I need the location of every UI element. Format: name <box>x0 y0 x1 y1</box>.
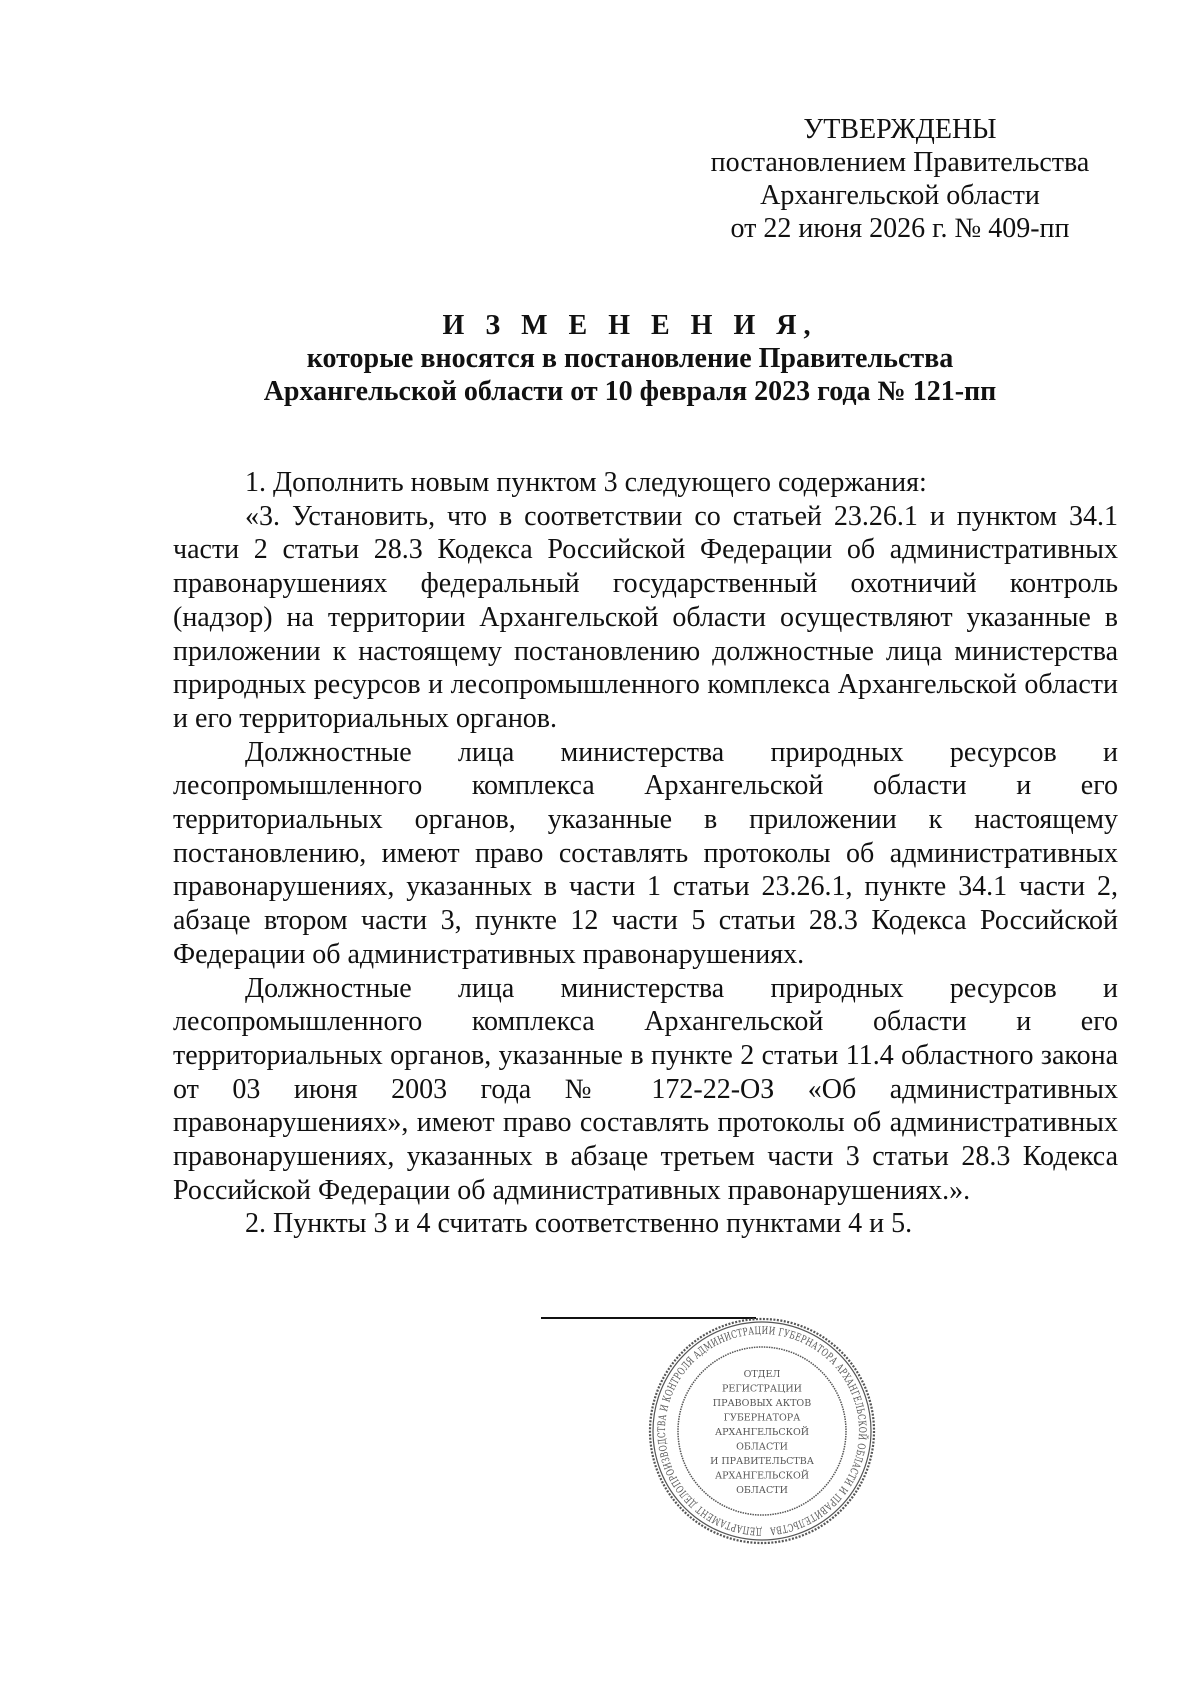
approval-issuer: постановлением Правительства <box>710 147 1090 178</box>
seal-inner-line: ОТДЕЛ <box>743 1369 781 1380</box>
document-subtitle-line2: Архангельской области от 10 февраля 2023 года № 121-пп <box>263 376 997 407</box>
approval-block <box>690 113 1110 245</box>
seal-inner-line: ОБЛАСТИ <box>736 1485 788 1496</box>
official-seal <box>646 1315 878 1547</box>
seal-inner-line: АРХАНГЕЛЬСКОЙ <box>714 1470 810 1482</box>
paragraph-3: Должностные лица министерства природных ресурсов и лесопромышленного комплекса Архангельской области и его территориальных органов, указанные в приложении к настоящему постановлению, имеют право составлять протоколы об административных правонарушениях, указанных в части 1 статьи 23.26.1, пункте 34.1 части 2, абзаце втором части 3, пункте 12 части 5 статьи 28.3 Кодекса Российской Федерации об административных правонарушениях. <box>173 736 1118 970</box>
approval-region: Архангельской области <box>760 180 1040 211</box>
paragraph-5: 2. Пункты 3 и 4 считать соответственно пунктами 4 и 5. <box>245 1208 913 1240</box>
seal-inner-line: РЕГИСТРАЦИИ <box>722 1383 802 1395</box>
document-body <box>173 466 1118 1241</box>
seal-inner-line: АРХАНГЕЛЬСКОЙ <box>714 1427 810 1438</box>
document-title: И З М Е Н Е Н И Я, <box>442 310 818 341</box>
document-heading <box>160 309 1100 408</box>
approval-title: УТВЕРЖДЕНЫ <box>803 114 997 145</box>
paragraph-1: 1. Дополнить новым пунктом 3 следующего содержания: <box>245 467 927 498</box>
paragraph-4: Должностные лица министерства природных ресурсов и лесопромышленного комплекса Архангельской области и его территориальных органов, указанные в пункте 2 статьи 11.4 областного закона от 03 июня 2003 года № 172-22-ОЗ «Об административных правонарушениях», имеют право составлять протоколы об административных правонарушениях, указанных в абзаце третьем части 3 статьи 28.3 Кодекса Российской Федерации об административных правонарушениях.». <box>173 972 1118 1206</box>
seal-inner-line: ГУБЕРНАТОРА <box>723 1412 801 1424</box>
paragraph-2: «3. Установить, что в соответствии со статьей 23.26.1 и пунктом 34.1 части 2 статьи 28.3 Кодекса Российской Федерации об административных правонарушениях федеральный государственный охотничий контроль (надзор) на территории Архангельской области осуществляют указанные в приложении к настоящему постановлению должностные лица министерства природных ресурсов и лесопромышленного комплекса Архангельской области и его территориальных органов. <box>173 500 1118 734</box>
approval-date-number: от 22 июня 2026 г. № 409-пп <box>730 213 1070 244</box>
document-subtitle-line1: которые вносятся в постановление Правительства <box>306 343 954 374</box>
seal-inner-line: И ПРАВИТЕЛЬСТВА <box>710 1456 814 1467</box>
seal-graphic <box>646 1315 878 1547</box>
seal-inner-line: ОБЛАСТИ <box>736 1441 788 1453</box>
seal-outer-text: ДЕПАРТАМЕНТ ДЕЛОПРОИЗВОДСТВА И КОНТРОЛЯ АДМИНИСТРАЦИИ ГУБЕРНАТОРА АРХАНГЕЛЬСКОЙ ОБЛАСТИ И ПРАВИТЕЛЬСТВА <box>655 1324 869 1538</box>
seal-inner-line: ПРАВОВЫХ АКТОВ <box>712 1398 812 1409</box>
